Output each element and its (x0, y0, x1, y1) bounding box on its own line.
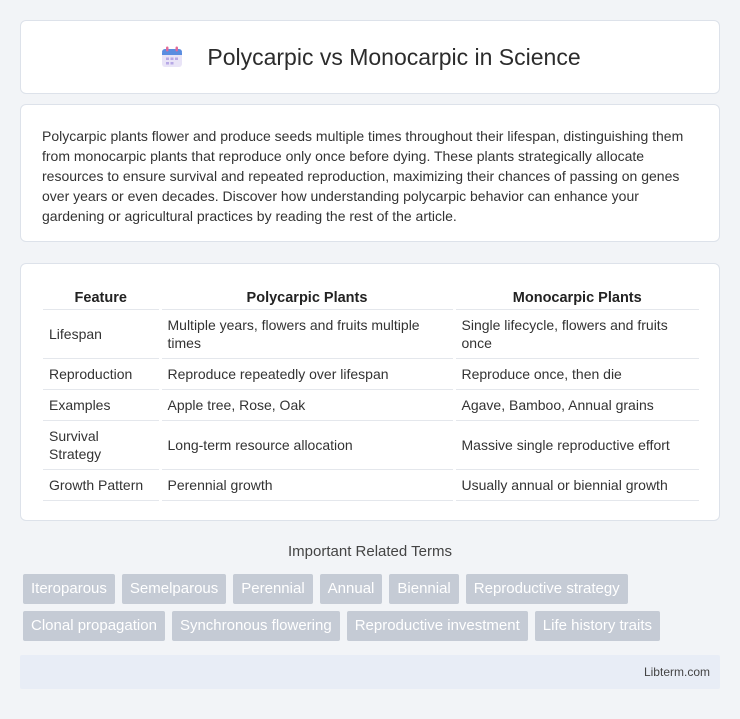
monocarpic-cell: Usually annual or biennial growth (454, 469, 699, 500)
table-row (43, 309, 699, 358)
tag-row (23, 574, 723, 604)
feature-cell: Lifespan (43, 309, 160, 358)
tag-biennial[interactable]: Biennial (389, 574, 458, 604)
footer (20, 655, 720, 689)
intro-paragraph: Polycarpic plants flower and produce seeds multiple times throughout their lifespan, distinguishing them from monocarpic plants that reproduce only once before dying. These plants strategically allocate resources to ensure survival and repeated reproduction, maximizing their chances of passing on genes over years or even decades. Discover how understanding polycarpic behavior can enhance your gardening or agricultural practices by reading the rest of the article. (42, 128, 684, 224)
tag-reproductive-investment[interactable]: Reproductive investment (347, 611, 528, 641)
monocarpic-cell: Single lifecycle, flowers and fruits once (454, 309, 699, 358)
monocarpic-cell: Massive single reproductive effort (454, 420, 699, 469)
tag-synchronous-flowering[interactable]: Synchronous flowering (172, 611, 340, 641)
tag-annual[interactable]: Annual (320, 574, 383, 604)
intro-card (20, 104, 720, 242)
polycarpic-cell: Apple tree, Rose, Oak (160, 389, 454, 420)
monocarpic-cell: Reproduce once, then die (454, 358, 699, 389)
footer-site-link[interactable]: Libterm.com (643, 665, 710, 679)
header-monocarpic: Monocarpic Plants (454, 284, 699, 309)
header-feature: Feature (43, 284, 160, 309)
page-title: Polycarpic vs Monocarpic in Science (207, 43, 581, 70)
feature-cell: Growth Pattern (43, 469, 160, 500)
feature-cell: Examples (43, 389, 160, 420)
table-header-row (43, 284, 699, 309)
feature-cell: Reproduction (43, 358, 160, 389)
comparison-card (20, 263, 720, 521)
calendar-icon (159, 44, 185, 70)
feature-cell: Survival Strategy (43, 420, 160, 469)
table-row (43, 358, 699, 389)
polycarpic-cell: Perennial growth (160, 469, 454, 500)
related-terms-title: Important Related Terms (288, 543, 452, 560)
header-polycarpic: Polycarpic Plants (160, 284, 454, 309)
polycarpic-cell: Long-term resource allocation (160, 420, 454, 469)
tag-life-history-traits[interactable]: Life history traits (535, 611, 660, 641)
table-row (43, 389, 699, 420)
polycarpic-cell: Multiple years, flowers and fruits multiple times (160, 309, 454, 358)
comparison-table (43, 284, 699, 501)
tag-perennial[interactable]: Perennial (233, 574, 312, 604)
monocarpic-cell: Agave, Bamboo, Annual grains (454, 389, 699, 420)
tag-row (23, 611, 723, 641)
tag-iteroparous[interactable]: Iteroparous (23, 574, 115, 604)
header-card (20, 20, 720, 94)
tag-clonal-propagation[interactable]: Clonal propagation (23, 611, 165, 641)
polycarpic-cell: Reproduce repeatedly over lifespan (160, 358, 454, 389)
table-row (43, 420, 699, 469)
related-terms-tags (23, 574, 723, 648)
tag-reproductive-strategy[interactable]: Reproductive strategy (466, 574, 628, 604)
table-row (43, 469, 699, 500)
tag-semelparous[interactable]: Semelparous (122, 574, 226, 604)
